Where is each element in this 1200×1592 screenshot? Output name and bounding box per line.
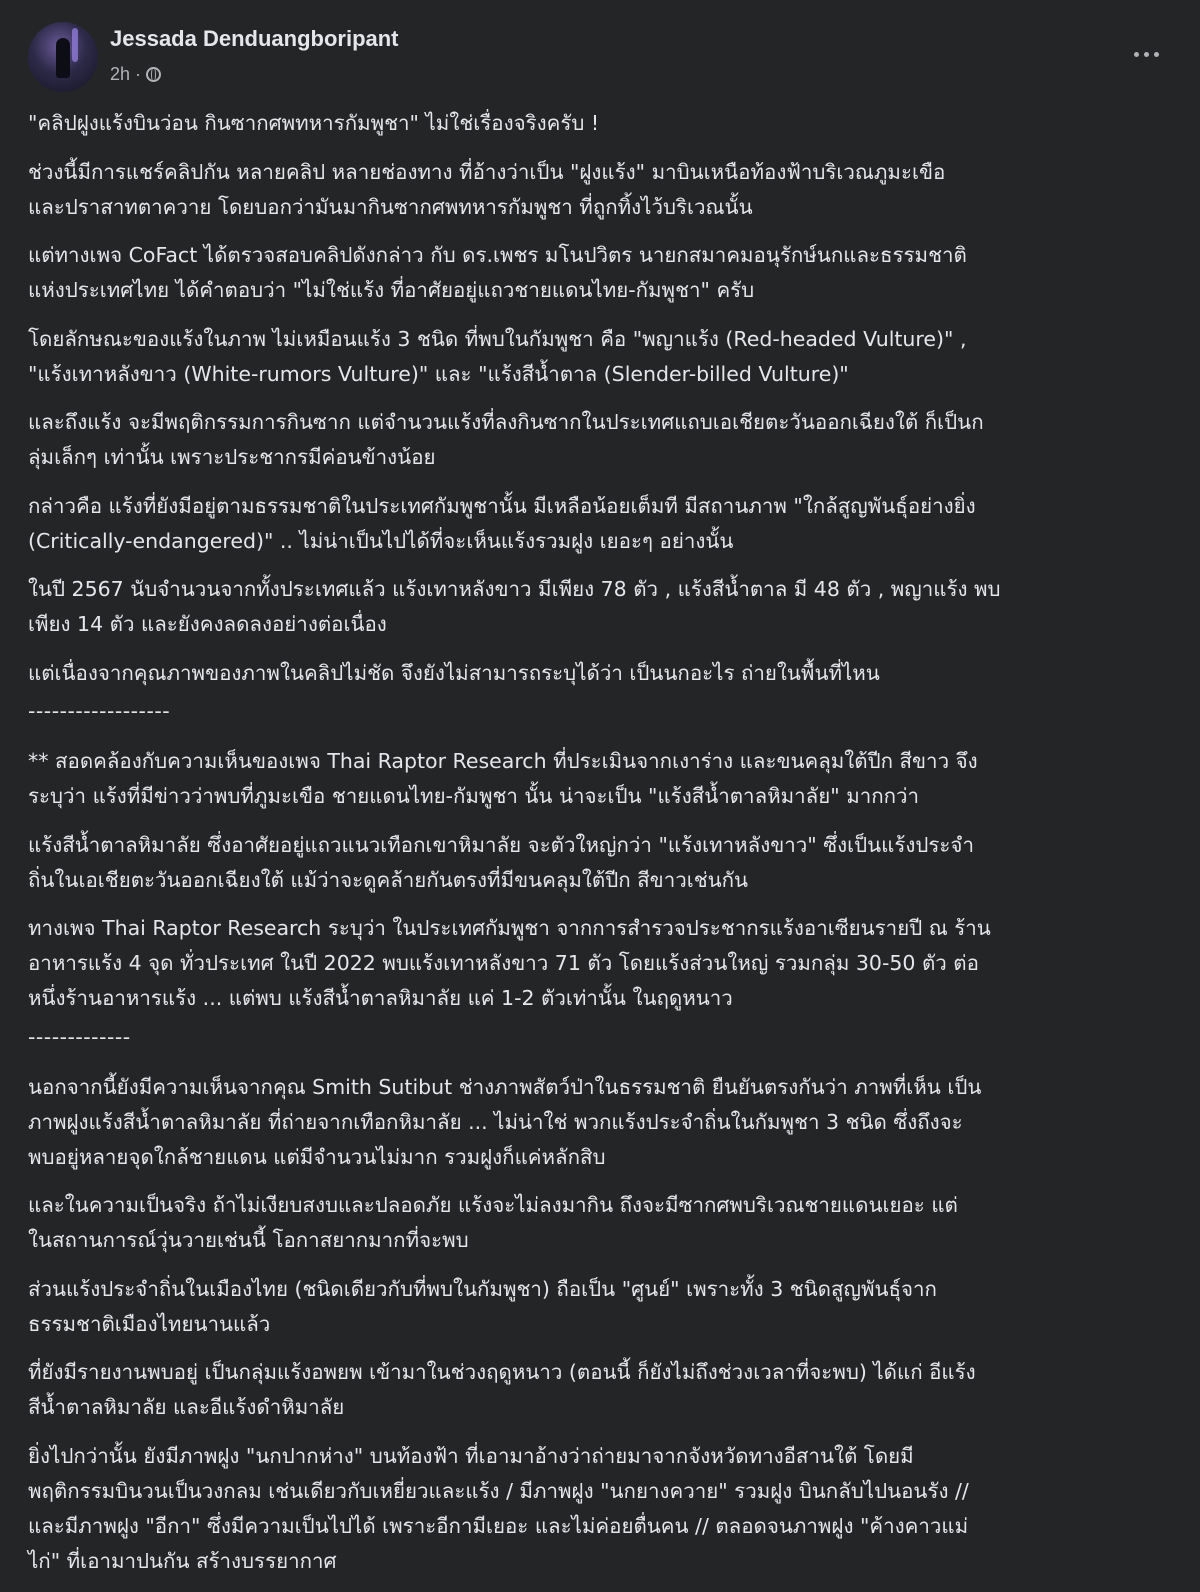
post-paragraph: แต่ทางเพจ CoFact ได้ตรวจสอบคลิปดังกล่าว กับ ดร.เพชร มโนปวิตร นายกสมาคมอนุรักษ์นกและธรรมชาติ แห่งประเทศไทย ได้คำตอบว่า "ไม่ใช่แร้ง ที่อาศัยอยู่แถวชายแดนไทย-กัมพูชา" ครับ	[28, 243, 967, 302]
post-header	[28, 22, 1172, 94]
post-paragraph: นอกจากนี้ยังมีความเห็นจากคุณ Smith Sutibut ช่างภาพสัตว์ป่าในธรรมชาติ ยืนยันตรงกันว่า ภาพที่เห็น เป็น ภาพฝูงแร้งสีน้ำตาลหิมาลัย ที่ถ่ายจากเทือกหิมาลัย ... ไม่น่าใช่ พวกแร้งประจำถิ่นในกัมพูชา 3 ชนิด ซึ่งถึงจะ พบอยู่หลายจุดใกล้ชายแดน แต่มีจำนวนไม่มาก รวมฝูงก็แค่หลักสิบ	[28, 1074, 982, 1169]
post-paragraph: ส่วนแร้งประจำถิ่นในเมืองไทย (ชนิดเดียวกับที่พบในกัมพูชา) ถือเป็น "ศูนย์" เพราะทั้ง 3 ชนิดสูญพันธุ์จาก ธรรมชาติเมืองไทยนานแล้ว	[28, 1276, 937, 1336]
post-paragraph: และในความเป็นจริง ถ้าไม่เงียบสงบและปลอดภัย แร้งจะไม่ลงมากิน ถึงจะมีซากศพบริเวณชายแดนเยอะ แต่ ในสถานการณ์วุ่นวายเช่นนี้ โอกาสยากมากที่จะพบ	[28, 1193, 958, 1252]
globe-icon[interactable]	[146, 67, 161, 82]
avatar-figure	[56, 38, 70, 78]
post-timestamp[interactable]: 2h	[110, 64, 131, 84]
post-paragraph: ยิ่งไปกว่านั้น ยังมีภาพฝูง "นกปากห่าง" บนท้องฟ้า ที่เอามาอ้างว่าถ่ายมาจากจังหวัดทางอีสานใต้ โดยมี พฤติกรรมบินวนเป็นวงกลม เช่นเดียวกับเหยี่ยวและแร้ง / มีภาพฝูง "นกยางควาย" รวมฝูง บินกลับไปนอนรัง // และมีภาพฝูง "อีกา" ซึ่งมีความเป็นไปได้ เพราะอีกามีเยอะ และไม่ค่อยตื่นคน // ตลอดจนภาพฝูง "ค้างคาวแม่ ไก่" ที่เอามาปนกัน สร้างบรรยากาศ	[28, 1443, 969, 1573]
post-paragraph: ** สอดคล้องกับความเห็นของเพจ Thai Raptor Research ที่ประเมินจากเงาร่าง และขนคลุมใต้ปีก สีขาว จึง ระบุว่า แร้งที่มีข่าวว่าพบที่ภูมะเขือ ชายแดนไทย-กัมพูชา นั้น น่าจะเป็น "แร้งสีน้ำตาลหิมาลัย" มากกว่า	[28, 749, 978, 808]
meta-separator: ·	[135, 64, 142, 84]
more-horizontal-icon	[1134, 52, 1139, 57]
post-paragraph: ทางเพจ Thai Raptor Research ระบุว่า ในประเทศกัมพูชา จากการสำรวจประชากรแร้งอาเซียนรายปี ณ ร้าน อาหารแร้ง 4 จุด ทั่วประเทศ ในปี 2022 พบแร้งเทาหลังขาว 71 ตัว โดยแร้งส่วนใหญ่ รวมกลุ่ม 30-50 ตัว ต่อ หนึ่งร้านอาหารแร้ง ... แต่พบ แร้งสีน้ำตาลหิมาลัย แค่ 1-2 ตัวเท่านั้น ในฤดูหนาว	[28, 916, 991, 1010]
post-paragraph: ที่ยังมีรายงานพบอยู่ เป็นกลุ่มแร้งอพยพ เข้ามาในช่วงฤดูหนาว (ตอนนี้ ก็ยังไม่ถึงช่วงเวลาที่จะพบ) ได้แก่ อีแร้ง สีน้ำตาลหิมาลัย และอีแร้งดำหิมาลัย	[28, 1360, 976, 1419]
post-paragraph: แต่เนื่องจากคุณภาพของภาพในคลิปไม่ชัด จึงยังไม่สามารถระบุได้ว่า เป็นนกอะไร ถ่ายในพื้นที่ไหน	[28, 660, 880, 685]
post-paragraph: แร้งสีน้ำตาลหิมาลัย ซึ่งอาศัยอยู่แถวแนวเทือกเขาหิมาลัย จะตัวใหญ่กว่า "แร้งเทาหลังขาว" ซึ่งเป็นแร้งประจำ ถิ่นในเอเชียตะวันออกเฉียงใต้ แม้ว่าจะดูคล้ายกันตรงที่มีขนคลุมใต้ปีก สีขาวเช่นกัน	[28, 832, 974, 892]
more-horizontal-icon	[1144, 52, 1149, 57]
author-name[interactable]: Jessada Denduangboripant	[110, 26, 399, 51]
post-paragraph: ช่วงนี้มีการแชร์คลิปกัน หลายคลิป หลายช่องทาง ที่อ้างว่าเป็น "ฝูงแร้ง" มาบินเหนือท้องฟ้าบริเวณภูมะเขือ และปราสาทตาควาย โดยบอกว่ามันมากินซากศพทหารกัมพูชา ที่ถูกทิ้งไว้บริเวณนั้น	[28, 159, 946, 219]
post-paragraph: ในปี 2567 นับจำนวนจากทั้งประเทศแล้ว แร้งเทาหลังขาว มีเพียง 78 ตัว , แร้งสีน้ำตาล มี 48 ตัว , พญาแร้ง พบ เพียง 14 ตัว และยังคงลดลงอย่างต่อเนื่อง	[28, 577, 1001, 636]
more-options-button[interactable]	[1126, 38, 1166, 70]
avatar[interactable]	[28, 22, 98, 92]
post-paragraph: กล่าวคือ แร้งที่ยังมีอยู่ตามธรรมชาติในประเทศกัมพูชานั้น มีเหลือน้อยเต็มที มีสถานภาพ "ใกล้สูญพันธุ์อย่างยิ่ง (Critically-endangered)" .. ไม่น่าเป็นไปได้ที่จะเห็นแร้งรวมฝูง เยอะๆ อย่างนั้น	[28, 493, 976, 553]
post-paragraph: "คลิปฝูงแร้งบินว่อน กินซากศพทหารกัมพูชา" ไม่ใช่เรื่องจริงครับ !	[28, 111, 600, 135]
post-meta	[110, 64, 161, 85]
more-horizontal-icon	[1154, 52, 1159, 57]
post-paragraph: โดยลักษณะของแร้งในภาพ ไม่เหมือนแร้ง 3 ชนิด ที่พบในกัมพูชา คือ "พญาแร้ง (Red-headed Vulture)" , "แร้งเทาหลังขาว (White-rumors Vulture)" และ "แร้งสีน้ำตาล (Slender-billed Vulture)"	[28, 326, 967, 386]
separator-line: -------------	[28, 1024, 131, 1049]
separator-line: ------------------	[28, 699, 171, 723]
avatar-light	[72, 28, 78, 62]
post-paragraph: และถึงแร้ง จะมีพฤติกรรมการกินซาก แต่จำนวนแร้งที่ลงกินซากในประเทศแถบเอเชียตะวันออกเฉียงใต้ ก็เป็นก ลุ่มเล็กๆ เท่านั้น เพราะประชากรมีค่อนข้างน้อย	[28, 410, 984, 469]
post-body	[28, 106, 1172, 1592]
